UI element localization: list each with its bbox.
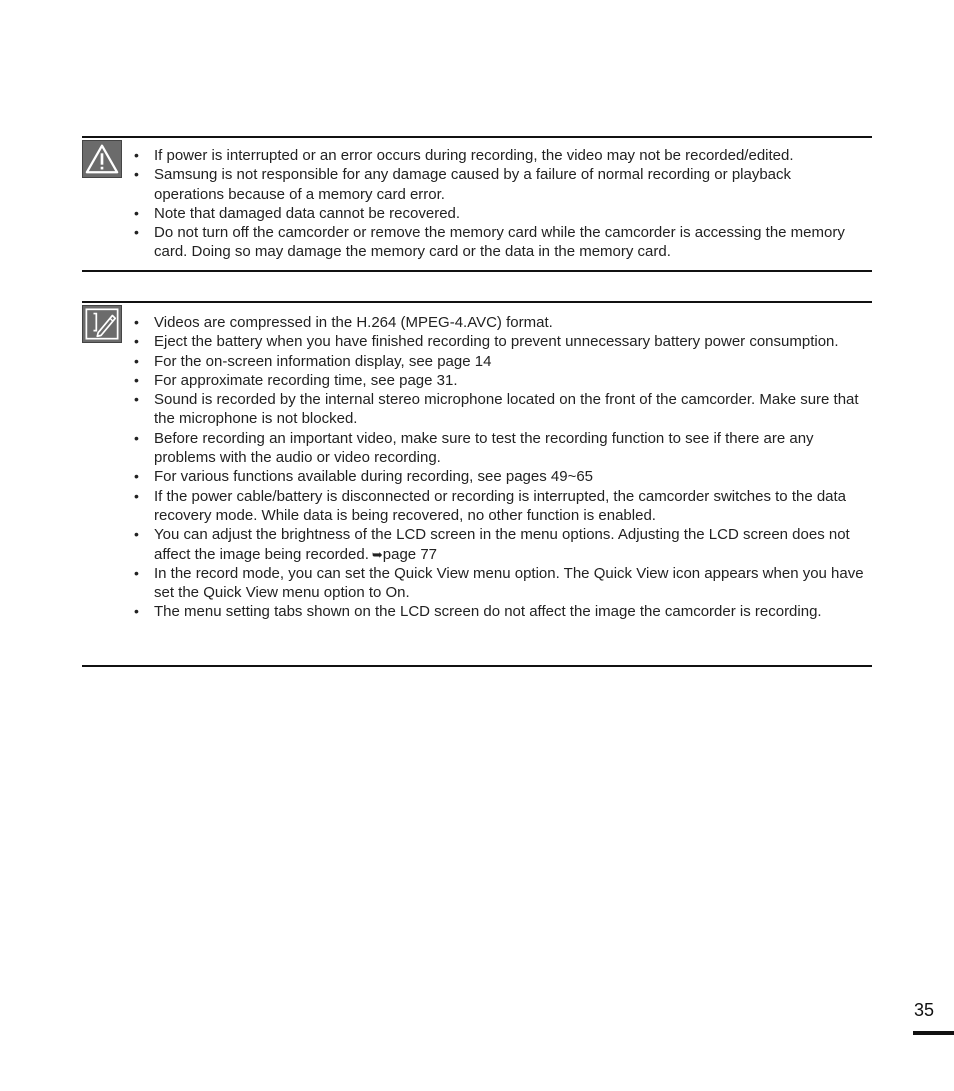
note-section	[82, 301, 872, 667]
page-number: 35	[913, 1000, 934, 1020]
list-item: • Sound is recorded by the internal stereo microphone located on the front of the camcorder. Make sure that the microphone is not blocked.	[134, 390, 864, 429]
list-item: • For approximate recording time, see page 31.	[134, 371, 864, 390]
page-number-bar	[913, 1031, 954, 1035]
note-list	[134, 313, 864, 622]
caution-list	[134, 146, 864, 262]
list-item-text: You can adjust the brightness of the LCD screen in the menu options. Adjusting the LCD screen does not affect the image being recorded.	[154, 526, 850, 563]
page-reference-arrow-icon: ➥	[371, 546, 383, 562]
list-item: • Videos are compressed in the H.264 (MPEG-4.AVC) format.	[134, 313, 864, 332]
list-item	[134, 525, 864, 564]
list-item: • The menu setting tabs shown on the LCD screen do not affect the image the camcorder is recording.	[134, 602, 864, 621]
list-item: • For the on-screen information display, see page 14	[134, 352, 864, 371]
list-item: • Note that damaged data cannot be recovered.	[134, 204, 864, 223]
list-item: • Before recording an important video, make sure to test the recording function to see if there are any problems with the audio or video recording.	[134, 429, 864, 468]
list-item: • Eject the battery when you have finished recording to prevent unnecessary battery power consumption.	[134, 332, 864, 351]
page-reference-link: page 77	[382, 545, 438, 563]
caution-section	[82, 136, 872, 272]
list-item: • Do not turn off the camcorder or remove the memory card while the camcorder is accessing the memory card. Doing so may damage the memory card or the data in the memory card.	[134, 223, 864, 262]
pencil-note-icon	[82, 305, 122, 343]
list-item: • For various functions available during recording, see pages 49~65	[134, 467, 864, 486]
warning-triangle-icon	[82, 140, 122, 178]
list-item: • If the power cable/battery is disconnected or recording is interrupted, the camcorder switches to the data recovery mode. While data is being recovered, no other function is enabled.	[134, 487, 864, 526]
list-item: • Samsung is not responsible for any damage caused by a failure of normal recording or playback operations because of a memory card error.	[134, 165, 864, 204]
list-item: • If power is interrupted or an error occurs during recording, the video may not be recorded/edited.	[134, 146, 864, 165]
list-item: • In the record mode, you can set the Quick View menu option. The Quick View icon appears when you have set the Quick View menu option to On.	[134, 564, 864, 603]
